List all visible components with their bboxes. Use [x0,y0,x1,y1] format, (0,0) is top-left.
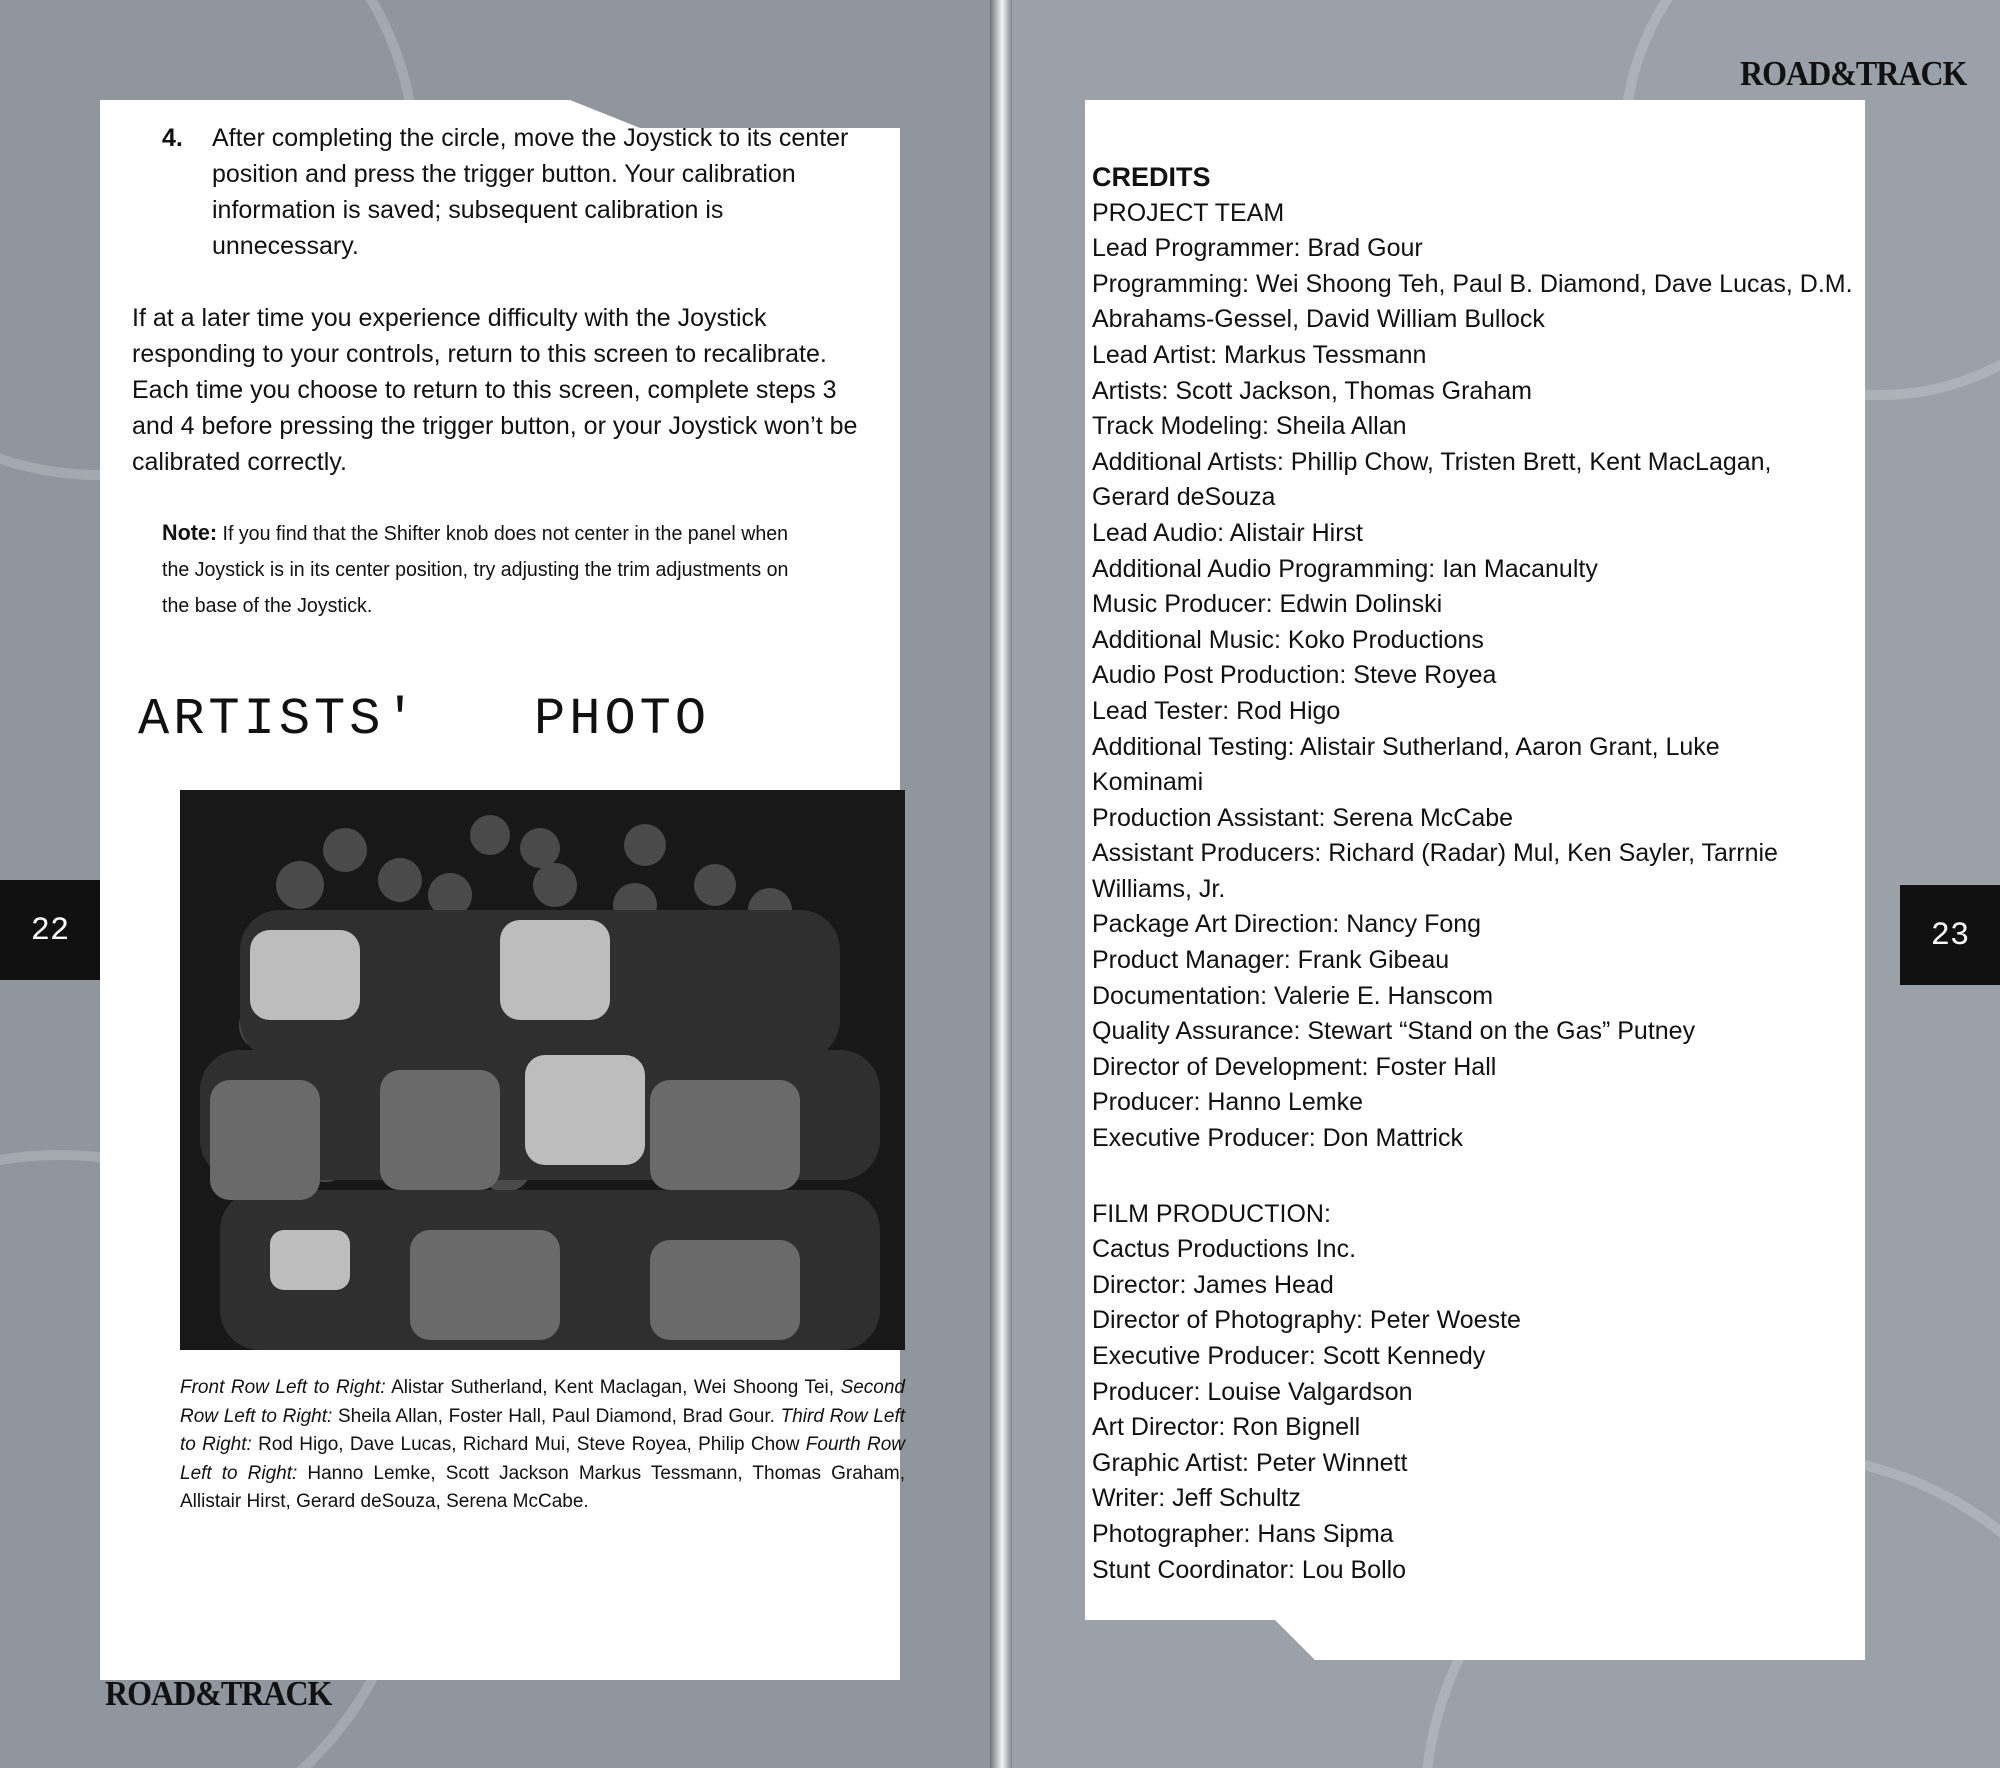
credit-line: Lead Programmer: Brad Gour [1092,234,1423,263]
credit-line: Lead Audio: Alistair Hirst [1092,518,1363,547]
credit-line: Documentation: Valerie E. Hanscom [1092,981,1494,1010]
section-title: ARTISTS' PHOTO [138,690,711,749]
caption-row-names: Sheila Allan, Foster Hall, Paul Diamond, Brad Gour. [337,1405,775,1427]
page-number: 23 [1900,885,2000,985]
photo-caption [180,1374,905,1517]
caption-row-names: Hanno Lemke, Scott Jackson Markus Tessmann, Thomas Graham, Allistair Hirst, Gerard deSouza, Serena McCabe. [180,1462,906,1512]
caption-row-label: Third Row Left to Right: [180,1405,905,1455]
credit-line: Stunt Coordinator: Lou Bollo [1092,1555,1407,1584]
instruction-step [162,120,872,264]
caption-row-label: Front Row Left to Right: [180,1377,386,1398]
credit-line: Director of Development: Foster Hall [1092,1052,1497,1081]
caption-row-names: Rod Higo, Dave Lucas, Richard Mui, Steve Royea, Philip Chow [258,1434,800,1455]
page-number: 22 [0,880,100,980]
credits-heading: CREDITS [1092,162,1211,192]
credit-line: Additional Music: Koko Productions [1092,625,1484,654]
credit-line: Additional Artists: Phillip Chow, Tristen Brett, Kent MacLagan, [1092,447,1772,476]
credit-line: Producer: Louise Valgardson [1092,1377,1413,1406]
film-production-heading: FILM PRODUCTION: [1092,1199,1331,1228]
credit-line: Package Art Direction: Nancy Fong [1092,910,1482,939]
caption-row-label: Fourth Row Left to Right: [180,1434,905,1484]
credit-line: Music Producer: Edwin Dolinski [1092,590,1443,619]
credit-line: Executive Producer: Don Mattrick [1092,1124,1463,1153]
credit-line: Art Director: Ron Bignell [1092,1413,1361,1442]
credit-line: Kominami [1092,768,1204,797]
brand-logo: ROAD&TRACK [105,1673,332,1713]
credit-line: Track Modeling: Sheila Allan [1092,412,1407,441]
caption-row-label: Second Row Left to Right: [180,1377,906,1427]
note-label: Note: [162,520,218,545]
credit-line: Graphic Artist: Peter Winnett [1092,1448,1408,1477]
credit-line: Audio Post Production: Steve Royea [1092,661,1497,690]
project-team-heading: PROJECT TEAM [1092,198,1285,227]
credit-line: Product Manager: Frank Gibeau [1092,946,1450,975]
credit-line: Lead Tester: Rod Higo [1092,696,1341,725]
credit-line: Producer: Hanno Lemke [1092,1088,1363,1117]
credit-line: Quality Assurance: Stewart “Stand on the Gas” Putney [1092,1017,1696,1046]
book-spine [990,0,1012,1768]
credit-line: Additional Audio Programming: Ian Macanulty [1092,554,1598,583]
credit-line: Williams, Jr. [1092,874,1226,903]
brand-logo: ROAD&TRACK [1740,53,1967,93]
note-block [162,515,789,624]
credits-list [1092,160,1882,1588]
section-spacer [1092,1157,1882,1197]
credit-line: Programming: Wei Shoong Teh, Paul B. Diamond, Dave Lucas, D.M. [1092,269,1853,298]
step-text: After completing the circle, move the Joystick to its center position and press the trigger button. Your calibration information is saved; subsequent calibration is unnecessary. [212,124,849,260]
caption-row-names: Alistar Sutherland, Kent Maclagan, Wei Shoong Tei, [391,1377,835,1398]
credit-line: Writer: Jeff Schultz [1092,1484,1301,1513]
artists-group-photo [180,790,905,1350]
credit-line: Cactus Productions Inc. [1092,1235,1357,1264]
credit-line: Executive Producer: Scott Kennedy [1092,1342,1486,1370]
credit-line: Assistant Producers: Richard (Radar) Mul, Ken Sayler, Tarrnie [1092,839,1778,868]
credit-line: Production Assistant: Serena McCabe [1092,803,1514,832]
credit-line: Photographer: Hans Sipma [1092,1519,1394,1548]
credit-line: Abrahams-Gessel, David William Bullock [1092,305,1545,334]
group-photo-image [180,790,905,1350]
recalibrate-paragraph: If at a later time you experience difficulty with the Joystick responding to your controls, return to this screen to recalibrate. Each time you choose to return to this screen, complete steps 3 and 4 before pressing the trigger button, or your Joystick won’t be calibrated correctly. [132,304,858,476]
credit-line: Lead Artist: Markus Tessmann [1092,340,1427,369]
credit-line: Artists: Scott Jackson, Thomas Graham [1092,376,1532,405]
credit-line: Director of Photography: Peter Woeste [1092,1306,1521,1335]
credit-line: Additional Testing: Alistair Sutherland, Aaron Grant, Luke [1092,732,1720,761]
credit-line: Gerard deSouza [1092,483,1276,512]
credit-line: Director: James Head [1092,1270,1334,1299]
step-number: 4. [162,124,183,152]
note-text: If you find that the Shifter knob does not center in the panel when the Joystick is in its center position, try adjusting the trim adjustments on the base of the Joystick. [162,523,789,617]
